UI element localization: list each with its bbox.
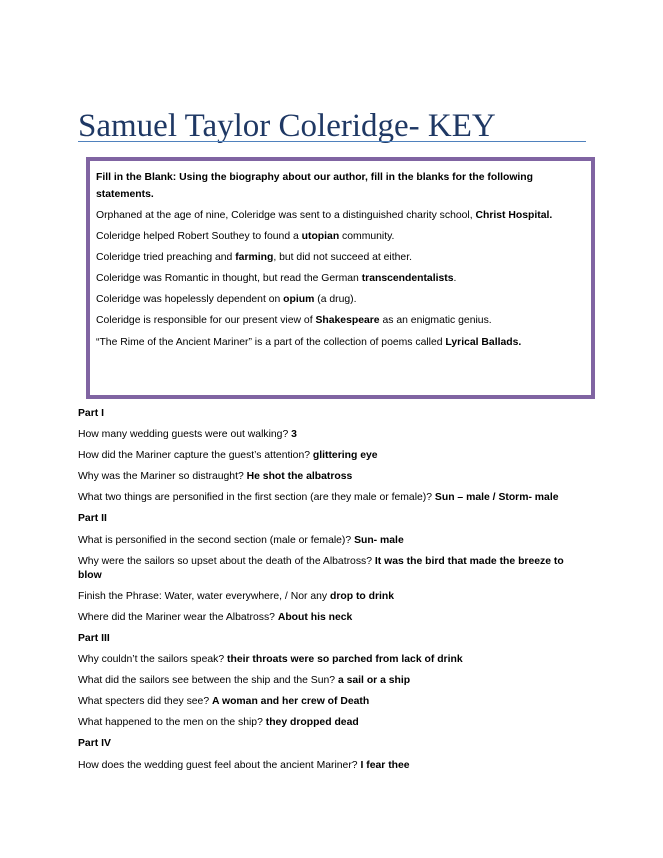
statement-text: community. — [339, 231, 395, 243]
statement-text: “The Rime of the Ancient Mariner” is a part of the collection of poems called — [96, 336, 446, 348]
answer-text: drop to drink — [329, 590, 395, 602]
answer-text: Sun – male / Storm- male — [434, 492, 559, 504]
question-answer — [78, 759, 588, 773]
fill-in-the-blank-box — [86, 157, 595, 399]
answer-text: He shot the albatross — [246, 471, 353, 483]
statement-text: , but did not succeed at either. — [273, 252, 412, 264]
statement-answer: transcendentalists — [361, 273, 454, 285]
question-text: Why was the Mariner so distraught? — [78, 471, 247, 483]
question-text: What is personified in the second section (male or female)? — [78, 534, 355, 546]
question-text: How did the Mariner capture the guest’s attention? — [78, 450, 313, 462]
questions-section — [78, 407, 588, 780]
question-answer — [78, 695, 588, 709]
answer-text: a sail or a ship — [337, 675, 411, 687]
question-answer — [78, 470, 588, 484]
question-answer — [78, 555, 588, 583]
statement-answer: farming — [235, 252, 274, 264]
question-answer — [78, 428, 588, 442]
answer-text: It was the bird that made the breeze to blow — [78, 555, 564, 581]
question-answer — [78, 716, 588, 730]
part-heading: Part IV — [78, 738, 111, 750]
question-text: Finish the Phrase: Water, water everywhere, / Nor any — [78, 590, 330, 602]
statement-answer: Christ Hospital. — [475, 210, 553, 221]
blank-statement — [96, 229, 585, 245]
title-underline — [78, 141, 586, 142]
question-answer — [78, 491, 588, 505]
statement-text: . — [453, 273, 457, 285]
blank-statement — [96, 271, 585, 287]
question-text: Why couldn’t the sailors speak? — [78, 654, 228, 666]
blank-statement — [96, 250, 585, 266]
question-text: Why were the sailors so upset about the death of the Albatross? — [78, 555, 375, 567]
statement-answer: Shakespeare — [315, 315, 380, 327]
box-heading: Fill in the Blank: Using the biography about our author, fill in the blanks for the following statements. — [96, 172, 533, 200]
part-heading: Part II — [78, 513, 107, 525]
answer-text: their throats were so parched from lack of drink — [227, 654, 463, 666]
statement-text: Coleridge was Romantic in thought, but read the German — [96, 273, 362, 285]
question-answer — [78, 590, 588, 604]
answer-text: they dropped dead — [265, 717, 359, 729]
blank-statement — [96, 292, 585, 308]
statement-text: as an enigmatic genius. — [379, 315, 492, 327]
page-title: Samuel Taylor Coleridge- KEY — [78, 108, 496, 144]
answer-text: I fear thee — [360, 759, 410, 771]
answer-text: 3 — [291, 429, 297, 441]
statement-text: Coleridge tried preaching and — [96, 252, 236, 264]
question-text: Where did the Mariner wear the Albatross? — [78, 611, 278, 623]
question-text: How does the wedding guest feel about the ancient Mariner? — [78, 759, 361, 771]
statement-answer: opium — [283, 294, 315, 306]
statement-answer: Lyrical Ballads. — [445, 336, 522, 348]
question-answer — [78, 449, 588, 463]
statement-text: Coleridge helped Robert Southey to found a — [96, 231, 302, 243]
question-text: What did the sailors see between the ship and the Sun? — [78, 675, 338, 687]
answer-text: About his neck — [277, 611, 353, 623]
statement-text: Orphaned at the age of nine, Coleridge was sent to a distinguished charity school, — [96, 210, 476, 221]
question-text: How many wedding guests were out walking? — [78, 429, 292, 441]
question-answer — [78, 674, 588, 688]
answer-text: glittering eye — [312, 450, 378, 462]
part-heading: Part I — [78, 408, 104, 419]
answer-text: Sun- male — [354, 534, 404, 546]
blank-statement — [96, 313, 585, 329]
statement-answer: utopian — [301, 231, 340, 243]
fill-in-the-blank-content — [96, 169, 585, 356]
question-text: What happened to the men on the ship? — [78, 717, 266, 729]
statement-text: (a drug). — [314, 294, 357, 306]
question-answer — [78, 534, 588, 548]
statement-text: Coleridge is responsible for our present view of — [96, 315, 316, 327]
blank-statement — [96, 208, 585, 224]
question-answer — [78, 653, 588, 667]
blank-statement — [96, 335, 585, 351]
question-text: What two things are personified in the first section (are they male or female)? — [78, 492, 435, 504]
answer-text: A woman and her crew of Death — [212, 696, 370, 708]
question-answer — [78, 611, 588, 625]
question-text: What specters did they see? — [78, 696, 212, 708]
statement-text: Coleridge was hopelessly dependent on — [96, 294, 284, 306]
part-heading: Part III — [78, 632, 110, 644]
